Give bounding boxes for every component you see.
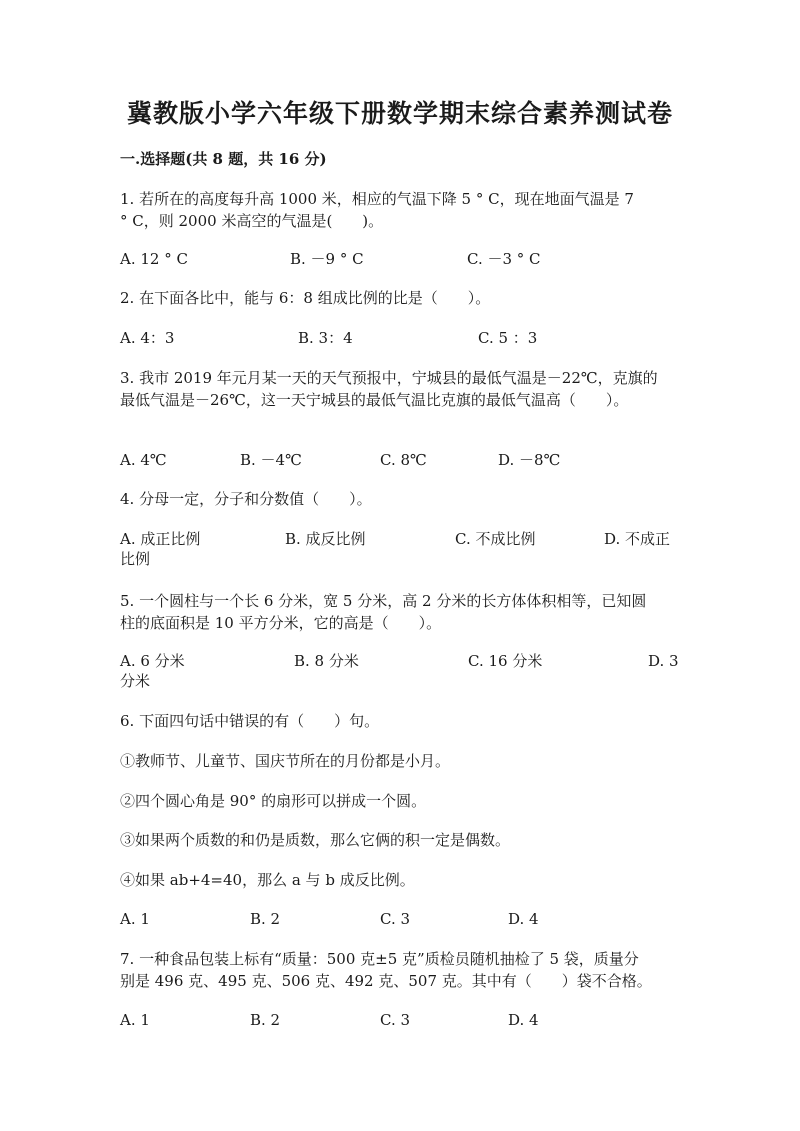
- question-4-options: [120, 528, 680, 550]
- question-1-line-2: ° C，则 2000 米高空的气温是( )。: [120, 212, 384, 230]
- option-a[interactable]: A. 成正比例: [120, 530, 201, 548]
- option-d[interactable]: D. －8℃: [498, 451, 561, 469]
- question-7: [120, 948, 680, 992]
- question-1: [120, 188, 680, 232]
- option-b[interactable]: B. 2: [250, 910, 281, 928]
- question-5-line-2: 柱的底面积是 10 平方分米，它的高是（ ）。: [120, 614, 442, 632]
- question-3: [120, 367, 680, 411]
- question-3-line-1: 3. 我市 2019 年元月某一天的天气预报中，宁城县的最低气温是－22℃，克旗的: [120, 369, 658, 387]
- question-7-line-2: 别是 496 克、495 克、506 克、492 克、507 克。其中有（ ）袋不合格。: [120, 972, 652, 990]
- option-b[interactable]: B. 3：4: [298, 329, 353, 347]
- option-a[interactable]: A. 4℃: [120, 451, 167, 469]
- option-c[interactable]: C. 3: [380, 1011, 411, 1029]
- question-6-options: [120, 908, 680, 930]
- statement-2: ②四个圆心角是 90° 的扇形可以拼成一个圆。: [120, 792, 427, 810]
- question-2: 2. 在下面各比中，能与 6：8 组成比例的比是（ ）。: [120, 289, 491, 307]
- option-c[interactable]: C. 8℃: [380, 451, 427, 469]
- question-1-options: [120, 248, 680, 270]
- question-5-line-1: 5. 一个圆柱与一个长 6 分米，宽 5 分米，高 2 分米的长方体体积相等，已知圆: [120, 592, 647, 610]
- option-a[interactable]: A. 1: [120, 1011, 150, 1029]
- option-c[interactable]: C. －3 ° C: [467, 250, 541, 268]
- option-c[interactable]: C. 不成比例: [455, 530, 536, 548]
- option-a[interactable]: A. 4：3: [120, 329, 175, 347]
- option-d-continued: 比例: [120, 550, 151, 568]
- option-a[interactable]: A. 6 分米: [120, 652, 185, 670]
- option-b[interactable]: B. 8 分米: [294, 652, 359, 670]
- statement-4: ④如果 ab+4=40，那么 a 与 b 成反比例。: [120, 871, 415, 889]
- question-3-line-2: 最低气温是－26℃，这一天宁城县的最低气温比克旗的最低气温高（ ）。: [120, 391, 629, 409]
- option-c[interactable]: C. 3: [380, 910, 411, 928]
- question-7-line-1: 7. 一种食品包装上标有“质量：500 克±5 克”质检员随机抽检了 5 袋，质量分: [120, 950, 639, 968]
- option-b[interactable]: B. 2: [250, 1011, 281, 1029]
- option-d[interactable]: D. 不成正: [604, 530, 671, 548]
- question-1-line-1: 1. 若所在的高度每升高 1000 米，相应的气温下降 5 ° C，现在地面气温是 7: [120, 190, 634, 208]
- option-a[interactable]: A. 12 ° C: [120, 250, 188, 268]
- option-d-continued: 分米: [120, 672, 151, 690]
- option-b[interactable]: B. －9 ° C: [290, 250, 364, 268]
- question-4: 4. 分母一定，分子和分数值（ ）。: [120, 490, 372, 508]
- option-d[interactable]: D. 4: [508, 910, 539, 928]
- option-d[interactable]: D. 4: [508, 1011, 539, 1029]
- question-3-options: [120, 449, 680, 471]
- option-b[interactable]: B. 成反比例: [285, 530, 366, 548]
- section-heading: 一.选择题(共 8 题，共 16 分): [120, 150, 327, 168]
- question-6: 6. 下面四句话中错误的有（ ）句。: [120, 712, 380, 730]
- question-2-options: [120, 327, 680, 349]
- option-c[interactable]: C. 16 分米: [468, 652, 543, 670]
- statement-1: ①教师节、儿童节、国庆节所在的月份都是小月。: [120, 752, 451, 770]
- option-d[interactable]: D. 3: [648, 652, 679, 670]
- exam-title: 冀教版小学六年级下册数学期末综合素养测试卷: [126, 99, 673, 128]
- option-b[interactable]: B. －4℃: [240, 451, 302, 469]
- question-7-options: [120, 1009, 680, 1031]
- question-5: [120, 590, 680, 634]
- statement-3: ③如果两个质数的和仍是质数，那么它俩的积一定是偶数。: [120, 831, 511, 849]
- option-c[interactable]: C. 5 ：3: [478, 329, 538, 347]
- option-a[interactable]: A. 1: [120, 910, 150, 928]
- question-5-options: [120, 650, 680, 672]
